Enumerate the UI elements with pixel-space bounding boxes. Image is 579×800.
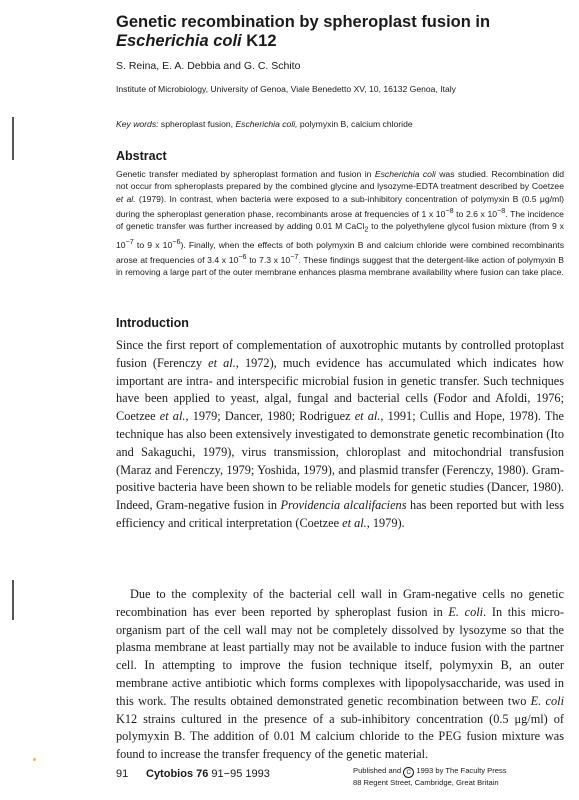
introduction-heading: Introduction xyxy=(116,316,189,330)
abstract-run: to 7.3 x 10 xyxy=(246,254,291,265)
intro-run: Since the first report of complementation of auxotrophic mutants by controlled protoplast fusion (Ferenczy xyxy=(116,338,564,370)
keywords-label: Key words: xyxy=(116,119,159,129)
publisher-address: 88 Regent Street, Cambridge, Great Britain xyxy=(353,778,499,787)
intro-run: Providencia alcalifaciens xyxy=(280,498,407,513)
journal-name: Cytobios 76 xyxy=(146,768,209,780)
abstract-run: to the polyethylene glycol fusion mixture (from 9 x 10 xyxy=(116,220,564,250)
title-strain: K12 xyxy=(246,32,277,50)
abstract-run: to 2.6 x 10 xyxy=(453,208,498,219)
introduction-paragraph xyxy=(116,337,564,533)
publisher-suffix: 1993 by The Faculty Press xyxy=(414,766,507,775)
exponent: −6 xyxy=(238,251,247,261)
abstract-run: et al. xyxy=(116,193,136,204)
abstract-run: was studied. Recombination did not occur from spheroplasts prepared by the combined glycine and lysozyme-EDTA treatment described by Coetzee xyxy=(116,169,564,192)
title-organism: Escherichia coli xyxy=(116,32,242,50)
title-line: Genetic recombination by spheroplast fusion in xyxy=(116,13,491,31)
keyword: polymyxin B, calcium chloride xyxy=(299,119,413,129)
exponent: −8 xyxy=(497,205,506,215)
article-title xyxy=(116,13,556,51)
intro-run: , 1972), much evidence has accumulated which indicates how important are intra- and interspecific microbial fusion in genetic transfer. Such techniques have been applied to yeast, algal, fungal and bacterial cells (Fodor and Afoldi, 1976; Coetzee xyxy=(116,355,565,424)
introduction-paragraph xyxy=(116,586,564,764)
subscript: 2 xyxy=(364,224,369,234)
intro-run: E. coli xyxy=(448,604,484,619)
intro-run: . In this micro-organism part of the cell wall may not be completely dissolved by lysozyme so that the plasma membrane at least partially may not be available to induce fusion with the partner cell. In attempting to improve the fusion technique itself, polymyxin B, an outer membrane active antibiotic which forms complexes with lipopolysaccharide, was used in this work. The results obtained demonstrated genetic recombination between two xyxy=(116,604,564,708)
abstract-run: (1979). In contrast, when bacteria were exposed to a sub-inhibitory concentration of polymyxin B (0.5 μg/ml) during the spheroplast generation phase, recombinants arose at frequencies of 1 x 10 xyxy=(116,193,564,219)
exponent: −8 xyxy=(445,205,454,215)
intro-run: K12 strains cultured in the presence of a sub-inhibitory concentration (0.5 μg/ml) of polymyxin B. The addition of 0.01 M calcium chloride to the PEG fusion mixture was found to increase the transfer frequency of the genetic material. xyxy=(116,711,564,762)
intro-run: , 1979; Dancer, 1980; Rodriguez xyxy=(185,409,355,424)
abstract-text xyxy=(116,168,564,278)
intro-run: et al. xyxy=(208,355,236,370)
abstract-run: Genetic transfer mediated by spheroplast formation and fusion in xyxy=(116,169,375,179)
abstract-run: . These findings suggest that the detergent-like action of polymyxin B in removing a large part of the outer membrane enhances plasma membrane availability where fusion can take place. xyxy=(116,254,564,278)
intro-run: , 1991; Cullis and Hope, 1978). The technique has also been extensively investigated to demonstrate genetic recombination (Ito and Sakaguchi, 1979), virus transmission, chloroplast and mitochondrial transfusion (Maraz and Ferenczy, 1979; Yoshida, 1979), and plasmid transfer (Ferenczy, 1980). Gram-positive bacteria have been shown to be reliable models for genetic studies (Dancer, 1980). Indeed, Gram-negative fusion in xyxy=(116,409,564,513)
intro-run: E. coli xyxy=(530,693,564,708)
page-number: 91 xyxy=(116,768,129,780)
authors: S. Reina, E. A. Debbia and G. C. Schito xyxy=(116,60,301,72)
copyright-icon: C xyxy=(403,767,414,778)
publisher-note xyxy=(353,766,563,789)
intro-run: et al. xyxy=(159,409,186,424)
margin-rule xyxy=(12,117,14,160)
margin-rule xyxy=(12,580,14,620)
keyword: spheroplast fusion, xyxy=(160,119,234,129)
journal-citation xyxy=(146,768,270,780)
keyword: Escherichia coli, xyxy=(235,119,298,129)
exponent: −7 xyxy=(125,236,134,246)
abstract-heading: Abstract xyxy=(116,149,167,163)
journal-pages: 91−95 1993 xyxy=(208,768,270,780)
keywords xyxy=(116,119,556,129)
intro-run: Due to the complexity of the bacterial cell wall in Gram-negative cells no genetic recombination has ever been reported by spheroplast fusion in xyxy=(116,587,564,619)
intro-run: has been reported but with less efficiency and critical interpretation (Coetzee xyxy=(116,498,564,530)
abstract-run: to 9 x 10 xyxy=(133,239,173,250)
publisher-prefix: Published and xyxy=(353,766,404,775)
abstract-run: ). Finally, when the effects of both polymyxin B and calcium chloride were combined recombinants arose at frequencies of 3.4 x 10 xyxy=(116,239,565,265)
intro-run: et al. xyxy=(354,409,381,424)
intro-run: , 1979). xyxy=(366,515,405,530)
scan-speck xyxy=(33,758,36,761)
abstract-run: Escherichia coli xyxy=(374,169,436,179)
exponent: −6 xyxy=(172,236,181,246)
exponent: −7 xyxy=(290,251,299,261)
abstract-run: . The incidence of genetic transfer was further increased by adding 0.01 M CaCl xyxy=(116,208,564,231)
affiliation: Institute of Microbiology, University of Genoa, Viale Benedetto XV, 10, 16132 Genoa, Italy xyxy=(116,84,456,94)
intro-run: et al. xyxy=(342,515,367,530)
